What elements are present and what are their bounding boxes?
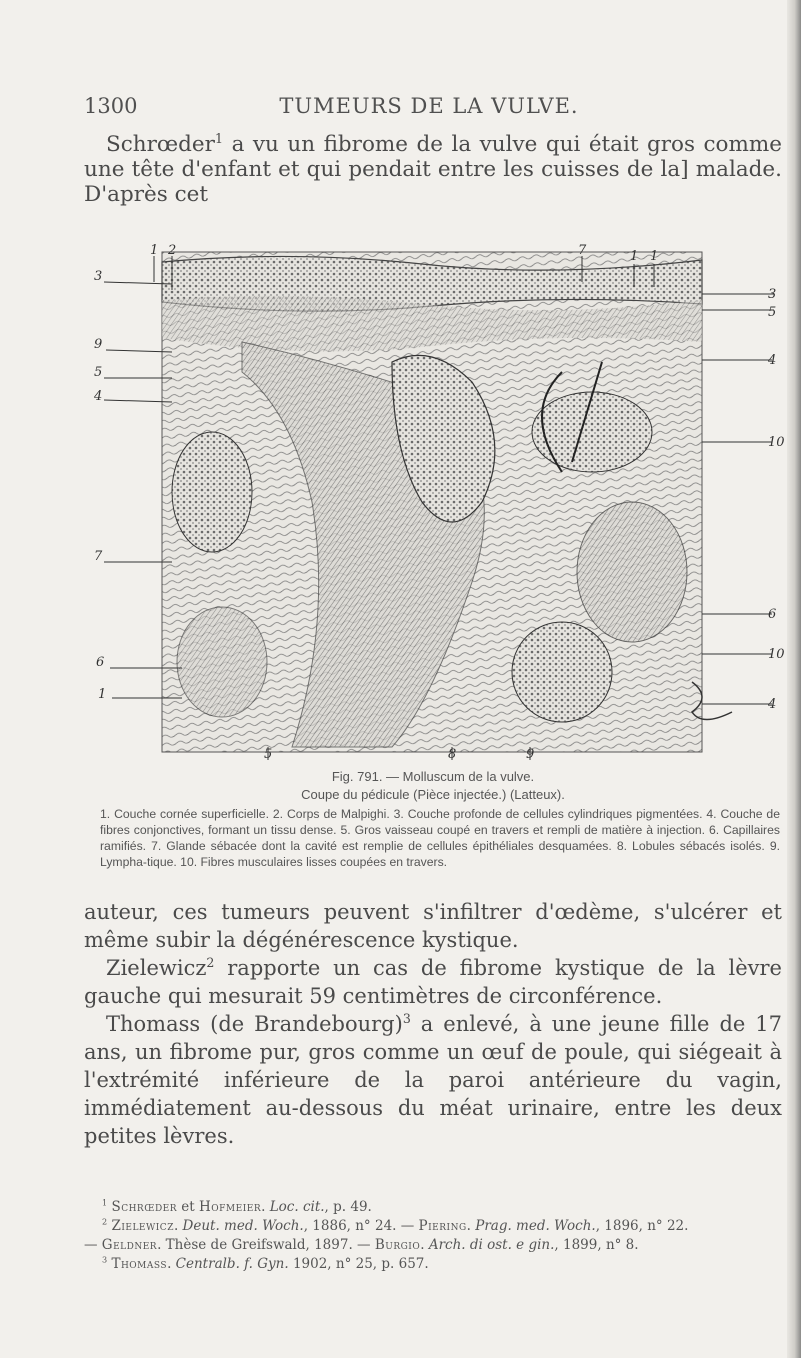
footnote-author: Schrœder [111, 1199, 178, 1215]
paragraph-2-text: rapporte un cas de fibrome kystique de la lèvre gauche qui mesurait 59 centimètres de circonférence. [84, 956, 782, 1008]
footnote-text: et [177, 1199, 200, 1215]
author-schroeder: Schrœder [106, 132, 215, 157]
figure-label: 4 [94, 389, 103, 404]
footnote-text: , 1899, n° 8. [554, 1237, 639, 1253]
figure-label: 1 [150, 243, 159, 258]
figure-label: 7 [94, 549, 103, 564]
note-ref: 2 [206, 955, 215, 970]
footnote-text: . [261, 1199, 270, 1215]
sebaceous-lobule [532, 392, 652, 472]
figure-label: 10 [768, 647, 785, 662]
figure-label: 7 [578, 243, 587, 258]
running-title: TUMEURS DE LA VULVE. [279, 94, 579, 118]
footnote-text: , p. 49. [324, 1199, 372, 1215]
footnote-number: 2 [102, 1216, 108, 1227]
figure-label: 1 [650, 249, 659, 264]
author-zielewicz: Zielewicz [106, 956, 207, 980]
footnote-source: Prag. med. Woch. [475, 1218, 596, 1234]
figure-791 [92, 242, 785, 762]
figure-label: 2 [168, 243, 177, 258]
caption-title: Fig. 791. — Molluscum de la vulve. [331, 769, 535, 784]
footnote-author: Zielewicz [111, 1218, 174, 1234]
figure-label: 8 [448, 747, 457, 762]
histology-illustration [92, 242, 785, 762]
lobule-left [172, 432, 252, 552]
figure-label: 6 [96, 655, 105, 670]
page-number: 1300 [84, 94, 138, 118]
lobule-right-lower [512, 622, 612, 722]
paragraph-3 [84, 1010, 782, 1150]
paragraph-2 [84, 954, 782, 1010]
note-ref: 1 [214, 131, 224, 147]
note-ref: 3 [402, 1011, 411, 1026]
body-text [84, 898, 782, 1150]
figure-label: 4 [768, 697, 777, 712]
footnote-text: . [167, 1256, 176, 1272]
intro-text: a vu un fibrome de la vulve qui était gros comme une tête d'enfant et qui pendait entre les cuisses de la] malade. D'après cet [84, 132, 782, 207]
paragraph-3-text: a enlevé, à une jeune fille de 17 ans, un fibrome pur, gros comme un œuf de poule, qui siégeait à l'extrémité inférieure de la paroi antérieure du vagin, immédiatement au-dessous du méat urinaire, entre les deux petites lèvres. [84, 1012, 783, 1148]
figure-legend: 1. Couche cornée superficielle. 2. Corps de Malpighi. 3. Couche profonde de cellules cylindriques pigmentées. 4. Couche de fibres conjonctives, formant un tissu dense. 5. Gros vaisseau coupé en travers et rempli de matière à injection. 6. Capillaires ramifiés. 7. Glande sébacée dont la cavité est remplie de cellules épithéliales desquamées. 8. Lobules sébacés isolés. 9. Lympha-tique. 10. Fibres musculaires lisses coupées en travers. [100, 807, 780, 869]
figure-label: 3 [768, 287, 777, 302]
footnote-text: , 1896, n° 22. [595, 1218, 689, 1234]
figure-label: 3 [94, 269, 103, 284]
footnote-author: Geldner [101, 1237, 158, 1253]
footnote-source: Centralb. f. Gyn. [175, 1256, 289, 1272]
figure-label: 10 [768, 435, 785, 450]
paragraph-1: auteur, ces tumeurs peuvent s'infiltrer d'œdème, s'ulcérer et même subir la dégénérescence kystique. [84, 900, 782, 952]
footnote-2 [84, 1217, 782, 1236]
figure-label: 6 [768, 607, 777, 622]
figure-caption [84, 768, 782, 804]
footnote-3 [84, 1255, 782, 1274]
caption-subtitle: Coupe du pédicule (Pièce injectée.) (Latteux). [301, 787, 565, 802]
footnote-1 [84, 1198, 782, 1217]
intro-paragraph [84, 132, 782, 207]
footnote-author: Thomass [111, 1256, 168, 1272]
footnote-author: Burgio [374, 1237, 421, 1253]
footnote-text: 1902, n° 25, p. 657. [288, 1256, 429, 1272]
footnote-author: Piering [418, 1218, 467, 1234]
footnote-author: Hofmeier [199, 1199, 262, 1215]
figure-label: 5 [768, 305, 777, 320]
footnote-2-cont [84, 1236, 782, 1255]
figure-label: 1 [98, 687, 107, 702]
figure-label: 1 [630, 249, 639, 264]
figure-label: 9 [94, 337, 103, 352]
lobule-left-lower [177, 607, 267, 717]
figure-label: 4 [768, 353, 777, 368]
footnote-text: . [173, 1218, 183, 1234]
footnote-source: Loc. cit. [269, 1199, 325, 1215]
footnote-source: Arch. di ost. e gin. [428, 1237, 555, 1253]
footnote-number: 3 [102, 1254, 108, 1265]
figure-label: 5 [264, 747, 273, 762]
figure-label: 9 [526, 747, 535, 762]
footnote-source: Deut. med. Woch. [182, 1218, 304, 1234]
footnote-text: . [466, 1218, 476, 1234]
footnotes [84, 1198, 782, 1274]
footnote-number: 1 [102, 1197, 108, 1208]
page-edge-shadow [787, 0, 801, 1358]
footnote-text: . [420, 1237, 429, 1253]
footnote-text: — [84, 1237, 102, 1253]
footnote-text: , 1886, n° 24. — [303, 1218, 419, 1234]
page-header [84, 94, 774, 124]
author-thomass: Thomass (de Brandebourg) [106, 1012, 403, 1036]
footnote-text: . Thèse de Greifswald, 1897. — [157, 1237, 375, 1253]
sebaceous-lobule-2 [577, 502, 687, 642]
figure-label: 5 [94, 365, 103, 380]
